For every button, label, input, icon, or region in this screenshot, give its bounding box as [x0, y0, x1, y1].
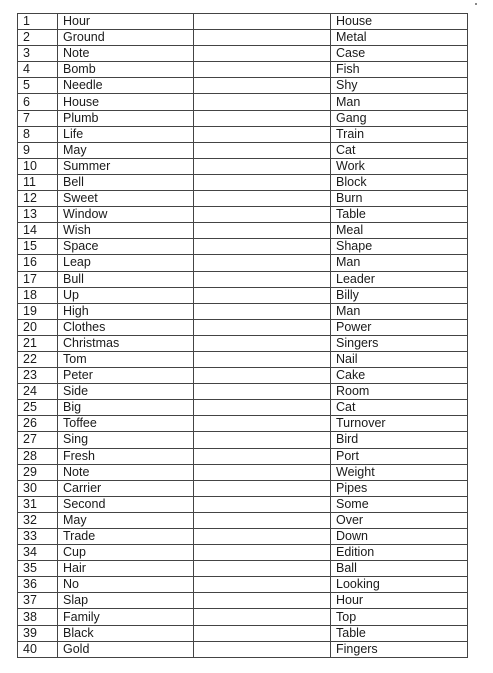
- answer-blank-cell[interactable]: [194, 255, 331, 271]
- table-row: [18, 400, 468, 416]
- second-word-cell: Gang: [331, 110, 468, 126]
- row-number-cell: 17: [18, 271, 58, 287]
- table-row: [18, 255, 468, 271]
- table-row: [18, 432, 468, 448]
- table-row: [18, 126, 468, 142]
- table-row: [18, 351, 468, 367]
- row-number-cell: 2: [18, 30, 58, 46]
- table-row: [18, 384, 468, 400]
- table-row: [18, 529, 468, 545]
- second-word-cell: Over: [331, 512, 468, 528]
- second-word-cell: House: [331, 14, 468, 30]
- first-word-cell: Note: [58, 46, 194, 62]
- row-number-cell: 30: [18, 480, 58, 496]
- first-word-cell: Clothes: [58, 319, 194, 335]
- answer-blank-cell[interactable]: [194, 496, 331, 512]
- second-word-cell: Table: [331, 625, 468, 641]
- row-number-cell: 37: [18, 593, 58, 609]
- row-number-cell: 40: [18, 641, 58, 657]
- second-word-cell: Room: [331, 384, 468, 400]
- row-number-cell: 21: [18, 335, 58, 351]
- first-word-cell: Family: [58, 609, 194, 625]
- table-row: [18, 158, 468, 174]
- first-word-cell: Side: [58, 384, 194, 400]
- first-word-cell: Sweet: [58, 191, 194, 207]
- first-word-cell: Tom: [58, 351, 194, 367]
- table-row: [18, 30, 468, 46]
- answer-blank-cell[interactable]: [194, 335, 331, 351]
- row-number-cell: 33: [18, 529, 58, 545]
- table-row: [18, 512, 468, 528]
- answer-blank-cell[interactable]: [194, 191, 331, 207]
- row-number-cell: 26: [18, 416, 58, 432]
- row-number-cell: 36: [18, 577, 58, 593]
- answer-blank-cell[interactable]: [194, 529, 331, 545]
- first-word-cell: Cup: [58, 545, 194, 561]
- first-word-cell: Bomb: [58, 62, 194, 78]
- table-row: [18, 191, 468, 207]
- answer-blank-cell[interactable]: [194, 432, 331, 448]
- first-word-cell: Note: [58, 464, 194, 480]
- row-number-cell: 3: [18, 46, 58, 62]
- first-word-cell: May: [58, 512, 194, 528]
- second-word-cell: Cat: [331, 400, 468, 416]
- second-word-cell: Ball: [331, 561, 468, 577]
- table-row: [18, 207, 468, 223]
- first-word-cell: Toffee: [58, 416, 194, 432]
- row-number-cell: 24: [18, 384, 58, 400]
- first-word-cell: Wish: [58, 223, 194, 239]
- second-word-cell: Shy: [331, 78, 468, 94]
- row-number-cell: 5: [18, 78, 58, 94]
- row-number-cell: 11: [18, 174, 58, 190]
- second-word-cell: Burn: [331, 191, 468, 207]
- table-row: [18, 46, 468, 62]
- word-pair-rows: [18, 14, 468, 658]
- answer-blank-cell[interactable]: [194, 416, 331, 432]
- second-word-cell: Looking: [331, 577, 468, 593]
- table-row: [18, 319, 468, 335]
- second-word-cell: Case: [331, 46, 468, 62]
- first-word-cell: Hair: [58, 561, 194, 577]
- answer-blank-cell[interactable]: [194, 207, 331, 223]
- row-number-cell: 19: [18, 303, 58, 319]
- row-number-cell: 13: [18, 207, 58, 223]
- first-word-cell: House: [58, 94, 194, 110]
- second-word-cell: Hour: [331, 593, 468, 609]
- answer-blank-cell[interactable]: [194, 593, 331, 609]
- second-word-cell: Some: [331, 496, 468, 512]
- table-row: [18, 609, 468, 625]
- answer-blank-cell[interactable]: [194, 14, 331, 30]
- table-row: [18, 593, 468, 609]
- first-word-cell: Plumb: [58, 110, 194, 126]
- second-word-cell: Fish: [331, 62, 468, 78]
- row-number-cell: 39: [18, 625, 58, 641]
- row-number-cell: 6: [18, 94, 58, 110]
- table-row: [18, 368, 468, 384]
- answer-blank-cell[interactable]: [194, 577, 331, 593]
- row-number-cell: 29: [18, 464, 58, 480]
- row-number-cell: 25: [18, 400, 58, 416]
- row-number-cell: 16: [18, 255, 58, 271]
- answer-blank-cell[interactable]: [194, 158, 331, 174]
- table-row: [18, 14, 468, 30]
- first-word-cell: Needle: [58, 78, 194, 94]
- second-word-cell: Edition: [331, 545, 468, 561]
- table-row: [18, 480, 468, 496]
- second-word-cell: Work: [331, 158, 468, 174]
- first-word-cell: Up: [58, 287, 194, 303]
- table-row: [18, 641, 468, 657]
- answer-blank-cell[interactable]: [194, 319, 331, 335]
- first-word-cell: Slap: [58, 593, 194, 609]
- answer-blank-cell[interactable]: [194, 30, 331, 46]
- first-word-cell: Carrier: [58, 480, 194, 496]
- second-word-cell: Billy: [331, 287, 468, 303]
- second-word-cell: Man: [331, 94, 468, 110]
- worksheet: [17, 13, 467, 658]
- table-row: [18, 287, 468, 303]
- table-row: [18, 448, 468, 464]
- table-row: [18, 239, 468, 255]
- answer-blank-cell[interactable]: [194, 384, 331, 400]
- first-word-cell: Bull: [58, 271, 194, 287]
- table-row: [18, 496, 468, 512]
- table-row: [18, 271, 468, 287]
- answer-blank-cell[interactable]: [194, 126, 331, 142]
- answer-blank-cell[interactable]: [194, 464, 331, 480]
- table-row: [18, 62, 468, 78]
- row-number-cell: 9: [18, 142, 58, 158]
- answer-blank-cell[interactable]: [194, 94, 331, 110]
- row-number-cell: 28: [18, 448, 58, 464]
- answer-blank-cell[interactable]: [194, 400, 331, 416]
- first-word-cell: Black: [58, 625, 194, 641]
- first-word-cell: High: [58, 303, 194, 319]
- table-row: [18, 561, 468, 577]
- answer-blank-cell[interactable]: [194, 46, 331, 62]
- first-word-cell: Gold: [58, 641, 194, 657]
- first-word-cell: Sing: [58, 432, 194, 448]
- page-corner-mark: [475, 3, 477, 5]
- row-number-cell: 18: [18, 287, 58, 303]
- second-word-cell: Bird: [331, 432, 468, 448]
- first-word-cell: Christmas: [58, 335, 194, 351]
- answer-blank-cell[interactable]: [194, 78, 331, 94]
- answer-blank-cell[interactable]: [194, 174, 331, 190]
- answer-blank-cell[interactable]: [194, 480, 331, 496]
- answer-blank-cell[interactable]: [194, 561, 331, 577]
- table-row: [18, 464, 468, 480]
- answer-blank-cell[interactable]: [194, 448, 331, 464]
- second-word-cell: Weight: [331, 464, 468, 480]
- first-word-cell: Big: [58, 400, 194, 416]
- second-word-cell: Fingers: [331, 641, 468, 657]
- second-word-cell: Train: [331, 126, 468, 142]
- row-number-cell: 8: [18, 126, 58, 142]
- row-number-cell: 4: [18, 62, 58, 78]
- second-word-cell: Man: [331, 255, 468, 271]
- second-word-cell: Nail: [331, 351, 468, 367]
- table-row: [18, 335, 468, 351]
- second-word-cell: Top: [331, 609, 468, 625]
- table-row: [18, 625, 468, 641]
- first-word-cell: Trade: [58, 529, 194, 545]
- first-word-cell: Window: [58, 207, 194, 223]
- second-word-cell: Man: [331, 303, 468, 319]
- answer-blank-cell[interactable]: [194, 512, 331, 528]
- first-word-cell: Leap: [58, 255, 194, 271]
- second-word-cell: Turnover: [331, 416, 468, 432]
- second-word-cell: Pipes: [331, 480, 468, 496]
- first-word-cell: Life: [58, 126, 194, 142]
- row-number-cell: 22: [18, 351, 58, 367]
- table-row: [18, 223, 468, 239]
- answer-blank-cell[interactable]: [194, 62, 331, 78]
- answer-blank-cell[interactable]: [194, 239, 331, 255]
- row-number-cell: 23: [18, 368, 58, 384]
- first-word-cell: Hour: [58, 14, 194, 30]
- row-number-cell: 31: [18, 496, 58, 512]
- answer-blank-cell[interactable]: [194, 223, 331, 239]
- answer-blank-cell[interactable]: [194, 368, 331, 384]
- first-word-cell: May: [58, 142, 194, 158]
- row-number-cell: 10: [18, 158, 58, 174]
- second-word-cell: Leader: [331, 271, 468, 287]
- second-word-cell: Meal: [331, 223, 468, 239]
- first-word-cell: Second: [58, 496, 194, 512]
- row-number-cell: 34: [18, 545, 58, 561]
- first-word-cell: Peter: [58, 368, 194, 384]
- table-row: [18, 303, 468, 319]
- answer-blank-cell[interactable]: [194, 625, 331, 641]
- row-number-cell: 12: [18, 191, 58, 207]
- answer-blank-cell[interactable]: [194, 545, 331, 561]
- row-number-cell: 27: [18, 432, 58, 448]
- row-number-cell: 14: [18, 223, 58, 239]
- second-word-cell: Singers: [331, 335, 468, 351]
- row-number-cell: 15: [18, 239, 58, 255]
- first-word-cell: Ground: [58, 30, 194, 46]
- table-row: [18, 174, 468, 190]
- row-number-cell: 35: [18, 561, 58, 577]
- first-word-cell: No: [58, 577, 194, 593]
- table-row: [18, 142, 468, 158]
- table-row: [18, 545, 468, 561]
- row-number-cell: 32: [18, 512, 58, 528]
- first-word-cell: Space: [58, 239, 194, 255]
- second-word-cell: Metal: [331, 30, 468, 46]
- answer-blank-cell[interactable]: [194, 110, 331, 126]
- row-number-cell: 20: [18, 319, 58, 335]
- table-row: [18, 94, 468, 110]
- second-word-cell: Port: [331, 448, 468, 464]
- table-row: [18, 110, 468, 126]
- answer-blank-cell[interactable]: [194, 351, 331, 367]
- first-word-cell: Fresh: [58, 448, 194, 464]
- second-word-cell: Table: [331, 207, 468, 223]
- second-word-cell: Cat: [331, 142, 468, 158]
- second-word-cell: Power: [331, 319, 468, 335]
- word-pair-table: [17, 13, 468, 658]
- answer-blank-cell[interactable]: [194, 287, 331, 303]
- row-number-cell: 1: [18, 14, 58, 30]
- table-row: [18, 416, 468, 432]
- second-word-cell: Block: [331, 174, 468, 190]
- table-row: [18, 577, 468, 593]
- second-word-cell: Cake: [331, 368, 468, 384]
- answer-blank-cell[interactable]: [194, 303, 331, 319]
- answer-blank-cell[interactable]: [194, 609, 331, 625]
- table-row: [18, 78, 468, 94]
- answer-blank-cell[interactable]: [194, 142, 331, 158]
- first-word-cell: Summer: [58, 158, 194, 174]
- second-word-cell: Shape: [331, 239, 468, 255]
- first-word-cell: Bell: [58, 174, 194, 190]
- row-number-cell: 38: [18, 609, 58, 625]
- answer-blank-cell[interactable]: [194, 271, 331, 287]
- answer-blank-cell[interactable]: [194, 641, 331, 657]
- second-word-cell: Down: [331, 529, 468, 545]
- row-number-cell: 7: [18, 110, 58, 126]
